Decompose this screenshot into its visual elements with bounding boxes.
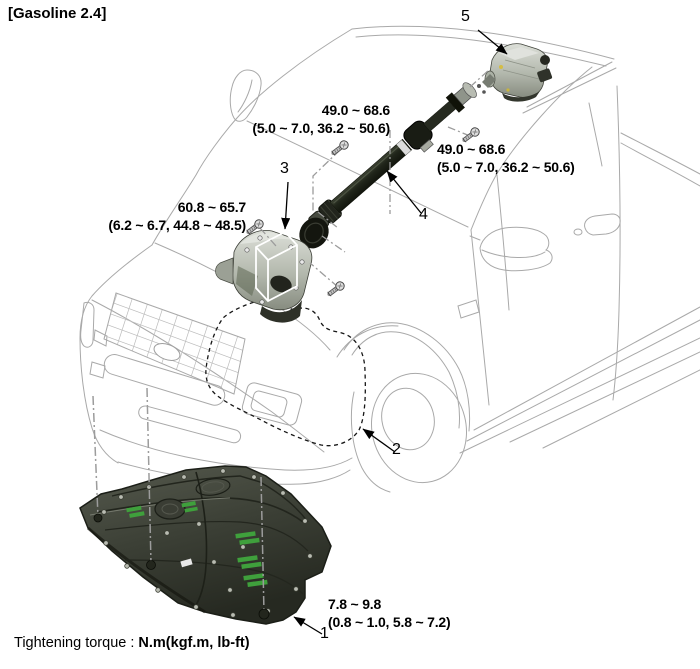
under-cover-illustration	[80, 466, 331, 624]
front-wheel-line	[337, 323, 478, 493]
torque-detail: (0.8 ~ 1.0, 5.8 ~ 7.2)	[328, 614, 451, 630]
callout-arrow-3	[285, 182, 288, 229]
callout-arrow-4	[387, 171, 421, 213]
torque-value: 49.0 ~ 68.6	[437, 141, 506, 157]
callout-arrow-1	[294, 617, 322, 634]
torque-detail: (6.2 ~ 6.7, 44.8 ~ 48.5)	[108, 217, 246, 233]
torque-detail: (5.0 ~ 7.0, 36.2 ~ 50.6)	[252, 120, 390, 136]
vehicle-line-art	[80, 26, 700, 492]
grille-line	[100, 285, 250, 401]
torque-label-under-cover	[328, 595, 450, 631]
callout-number-3: 3	[280, 160, 289, 177]
callout-number-1: 1	[320, 625, 329, 642]
torque-value: 7.8 ~ 9.8	[328, 596, 382, 612]
rear-differential-illustration	[477, 44, 553, 102]
torque-value: 49.0 ~ 68.6	[321, 102, 390, 118]
bolt-icon	[325, 280, 345, 298]
torque-label-coupling	[108, 198, 246, 234]
callout-number-5: 5	[461, 8, 470, 25]
kia-logo	[152, 340, 183, 363]
bolt-icon	[329, 139, 349, 157]
torque-label-propshaft-front	[252, 101, 390, 137]
torque-value: 60.8 ~ 65.7	[177, 199, 246, 215]
note-unit: N.m(kgf.m, lb-ft)	[138, 635, 250, 651]
callout-number-4: 4	[419, 206, 428, 223]
note-label: Tightening torque :	[14, 635, 139, 651]
tightening-torque-note	[14, 635, 250, 651]
callout-number-2: 2	[392, 441, 401, 458]
torque-detail: (5.0 ~ 7.0, 36.2 ~ 50.6)	[437, 159, 575, 175]
door-handle-line	[574, 214, 620, 235]
fog-lamp-line	[241, 381, 303, 426]
side-mirror-line	[470, 227, 552, 270]
headlamp-line	[81, 302, 94, 347]
engine-variant-label: [Gasoline 2.4]	[8, 5, 107, 22]
torque-label-propshaft-rear	[437, 140, 575, 176]
